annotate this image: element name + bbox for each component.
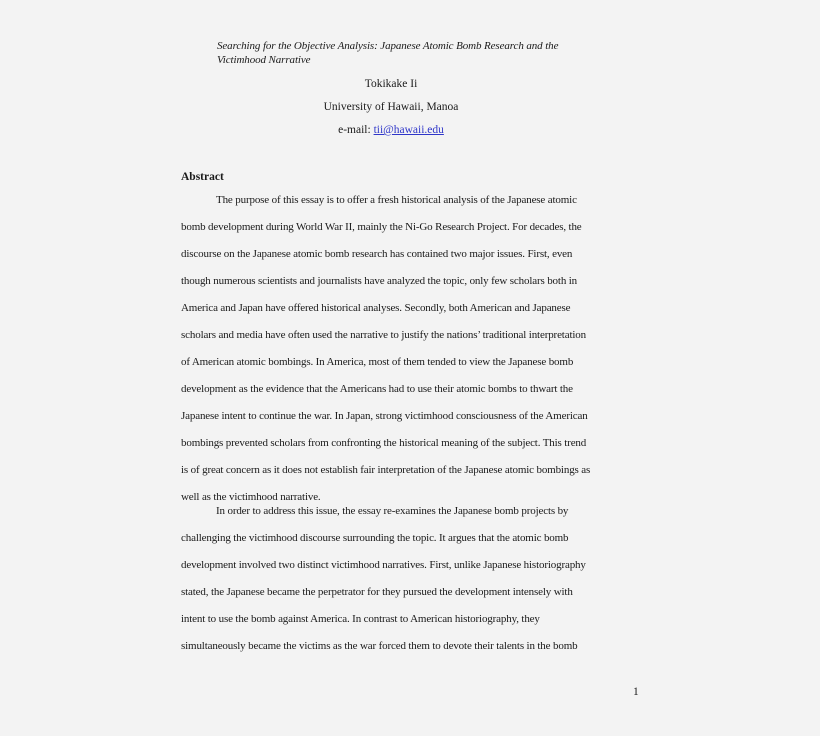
paragraph-line: bombings prevented scholars from confronting the historical meaning of the subject. This trend <box>181 437 587 449</box>
paragraph-line: discourse on the Japanese atomic bomb research has contained two major issues. First, even <box>181 248 573 260</box>
email-label: e-mail: <box>338 124 374 136</box>
paragraph-line: is of great concern as it does not establish fair interpretation of the Japanese atomic bombings as <box>181 464 591 476</box>
paragraph-line: well as the victimhood narrative. <box>181 491 321 503</box>
paper-title <box>217 39 617 67</box>
paragraph-line: In order to address this issue, the essay re-examines the Japanese bomb projects by <box>216 505 569 517</box>
paragraph-line: simultaneously became the victims as the war forced them to devote their talents in the bomb <box>181 640 578 652</box>
abstract-paragraph-2 <box>181 504 641 666</box>
paragraph-line: America and Japan have offered historical analyses. Secondly, both American and Japanese <box>181 302 571 314</box>
email-link[interactable]: tii@hawaii.edu <box>373 124 444 136</box>
abstract-heading: Abstract <box>181 171 224 183</box>
paragraph-line: intent to use the bomb against America. In contrast to American historiography, they <box>181 613 540 625</box>
paragraph-line: though numerous scientists and journalists have analyzed the topic, only few scholars both in <box>181 275 578 287</box>
paragraph-line: bomb development during World War II, mainly the Ni-Go Research Project. For decades, the <box>181 221 582 233</box>
page-number: 1 <box>633 686 639 698</box>
paragraph-line: scholars and media have often used the narrative to justify the nations’ traditional interpretation <box>181 329 586 341</box>
paragraph-line: Japanese intent to continue the war. In Japan, strong victimhood consciousness of the American <box>181 410 588 422</box>
paragraph-line: development involved two distinct victimhood narratives. First, unlike Japanese historiography <box>181 559 586 571</box>
paragraph-line: The purpose of this essay is to offer a fresh historical analysis of the Japanese atomic <box>216 194 577 206</box>
author-name: Tokikake Ii <box>364 78 418 90</box>
paper-title-line: Searching for the Objective Analysis: Japanese Atomic Bomb Research and the <box>217 40 559 52</box>
paragraph-line: challenging the victimhood discourse surrounding the topic. It argues that the atomic bomb <box>181 532 569 544</box>
abstract-paragraph-1 <box>181 193 641 517</box>
paragraph-line: stated, the Japanese became the perpetrator for they pursued the development intensely with <box>181 586 573 598</box>
author-email <box>280 123 502 137</box>
paragraph-line: of American atomic bombings. In America, most of them tended to view the Japanese bomb <box>181 356 574 368</box>
paper-title-line: Victimhood Narrative <box>217 54 311 66</box>
author-affiliation: University of Hawaii, Manoa <box>323 101 459 113</box>
paragraph-line: development as the evidence that the Americans had to use their atomic bombs to thwart the <box>181 383 573 395</box>
